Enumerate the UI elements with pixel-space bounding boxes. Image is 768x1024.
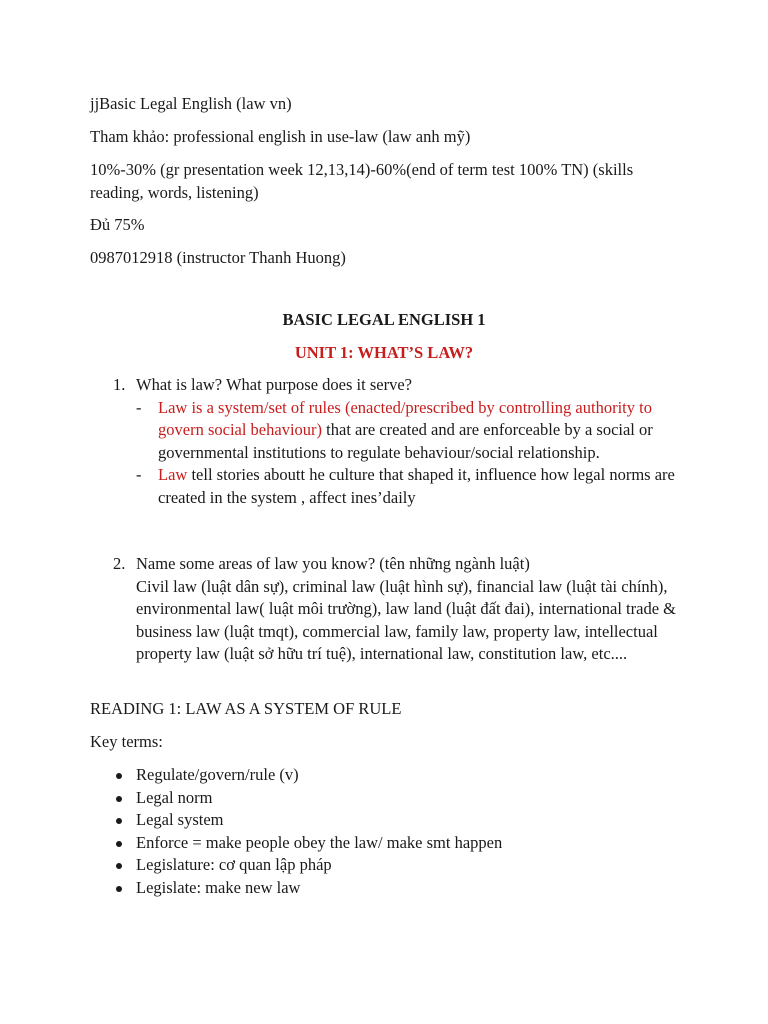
key-term-item: Legal system — [90, 809, 690, 832]
note-attendance: Đủ 75% — [90, 215, 145, 234]
key-term-item: Legislature: cơ quan lập pháp — [90, 854, 690, 877]
key-terms-label: Key terms: — [90, 732, 163, 751]
note-grading: 10%-30% (gr presentation week 12,13,14)-60%(end of term test 100% TN) (skills reading, words, listening) — [90, 160, 634, 202]
unit-title: UNIT 1: WHAT’S LAW? — [294, 343, 474, 362]
key-term-item: Regulate/govern/rule (v) — [90, 764, 690, 787]
answer-highlight: Law is a system/set of rules (enacted/prescribed by controlling authority to govern social behaviour) — [158, 397, 652, 439]
bullet-icon — [116, 863, 122, 869]
answer-highlight: Law — [158, 465, 188, 484]
answer-text: that are created and are enforceable by a social or governmental institutions to regulate behaviour/social relationship. — [158, 420, 653, 462]
question-number: 1. — [113, 375, 126, 394]
key-term-item: Enforce = make people obey the law/ make smt happen — [90, 832, 690, 855]
answer-text: Civil law (luật dân sự), criminal law (luật hình sự), financial law (luật tài chính), environmental law( luật môi trường), law land (luật đất đai), international trade & business law (luật tmqt), commercial law, family law, property law, intellectual property law (luật sở hữu trí tuệ), international law, constitution law, etc.... — [136, 576, 676, 663]
key-term-item: Legislate: make new law — [90, 877, 690, 900]
bullet-icon — [116, 773, 122, 779]
bullet-icon — [116, 818, 122, 824]
note-instructor-phone: 0987012918 (instructor Thanh Huong) — [90, 248, 346, 267]
reading-title: READING 1: LAW AS A SYSTEM OF RULE — [90, 699, 402, 718]
answer-point — [136, 397, 690, 465]
question-item — [90, 374, 690, 509]
answer-text: tell stories aboutt he culture that shaped it, influence how legal norms are created in the system , affect ines’daily — [158, 465, 675, 507]
question-item — [90, 553, 690, 666]
question-number: 2. — [113, 554, 126, 573]
document-title: BASIC LEGAL ENGLISH 1 — [282, 310, 486, 329]
key-term-item: Legal norm — [90, 787, 690, 810]
note-course-title: jjBasic Legal English (law vn) — [90, 94, 292, 113]
dash-marker: - — [136, 397, 142, 417]
question-text: What is law? What purpose does it serve? — [136, 375, 412, 394]
note-reference: Tham khảo: professional english in use-law (law anh mỹ) — [90, 127, 471, 146]
question-text: Name some areas of law you know? (tên những ngành luật) — [136, 554, 530, 573]
bullet-icon — [116, 886, 122, 892]
key-terms-list — [90, 764, 690, 899]
answer-point — [136, 464, 690, 509]
dash-marker: - — [136, 465, 142, 484]
bullet-icon — [116, 796, 122, 802]
bullet-icon — [116, 841, 122, 847]
